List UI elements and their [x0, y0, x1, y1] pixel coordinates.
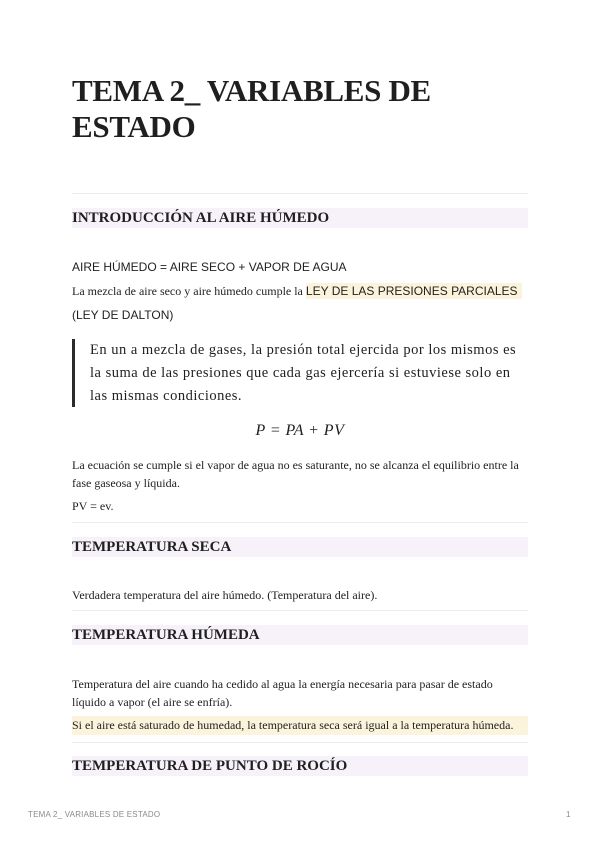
- mix-paragraph: [72, 282, 528, 300]
- divider: [72, 522, 528, 523]
- divider: [72, 742, 528, 743]
- footer-title: TEMA 2_ VARIABLES DE ESTADO: [28, 810, 161, 819]
- quote-text: En un a mezcla de gases, la presión total ejercida por los mismos es la suma de las presiones que cada gas ejercería si estuviese solo en las mismas condiciones.: [90, 342, 517, 404]
- wet-temp-paragraph: Temperatura del aire cuando ha cedido al agua la energía necesaria para pasar de estado líquido a vapor (el aire se enfría).: [72, 677, 493, 709]
- equation-plus: +: [309, 422, 319, 439]
- wet-temp-highlight: Si el aire está saturado de humedad, la temperatura seca será igual a la temperatura húmeda.: [72, 716, 528, 735]
- divider: [72, 193, 528, 194]
- equation-lhs: P: [255, 422, 266, 439]
- section-heading-label: INTRODUCCIÓN AL AIRE HÚMEDO: [72, 210, 330, 226]
- pv-paragraph: PV = ev.: [72, 499, 114, 513]
- mix-text: La mezcla de aire seco y aire húmedo cumple la: [72, 284, 303, 298]
- law-highlight: LEY DE LAS PRESIONES PARCIALES: [306, 283, 522, 299]
- section-heading-label: TEMPERATURA HÚMEDA: [72, 627, 260, 643]
- page-title: TEMA 2_ VARIABLES DE ESTADO: [72, 73, 431, 144]
- section-heading-intro: [72, 208, 528, 228]
- equation-term-b: PV: [323, 422, 345, 439]
- dry-temp-paragraph: Verdadera temperatura del aire húmedo. (Temperatura del aire).: [72, 588, 378, 602]
- partial-pressure-equation: [72, 420, 528, 442]
- quote-bar: [72, 339, 75, 407]
- section-heading-label: TEMPERATURA DE PUNTO DE ROCÍO: [72, 758, 348, 774]
- section-heading-dew: [72, 756, 528, 776]
- saturation-paragraph: La ecuación se cumple si el vapor de agua no es saturante, no se alcanza el equilibrio entre la fase gaseosa y líquida.: [72, 458, 519, 490]
- formula-line: AIRE HÚMEDO = AIRE SECO + VAPOR DE AGUA: [72, 260, 347, 274]
- section-heading-wet: [72, 625, 528, 645]
- dalton-label: (LEY DE DALTON): [72, 308, 174, 322]
- equation-term-a: PA: [285, 422, 305, 439]
- section-heading-label: TEMPERATURA SECA: [72, 539, 232, 555]
- section-heading-dry: [72, 537, 528, 557]
- equation-equals: =: [270, 422, 281, 439]
- blockquote: [72, 339, 528, 407]
- divider: [72, 610, 528, 611]
- footer-page-number: 1: [566, 810, 571, 819]
